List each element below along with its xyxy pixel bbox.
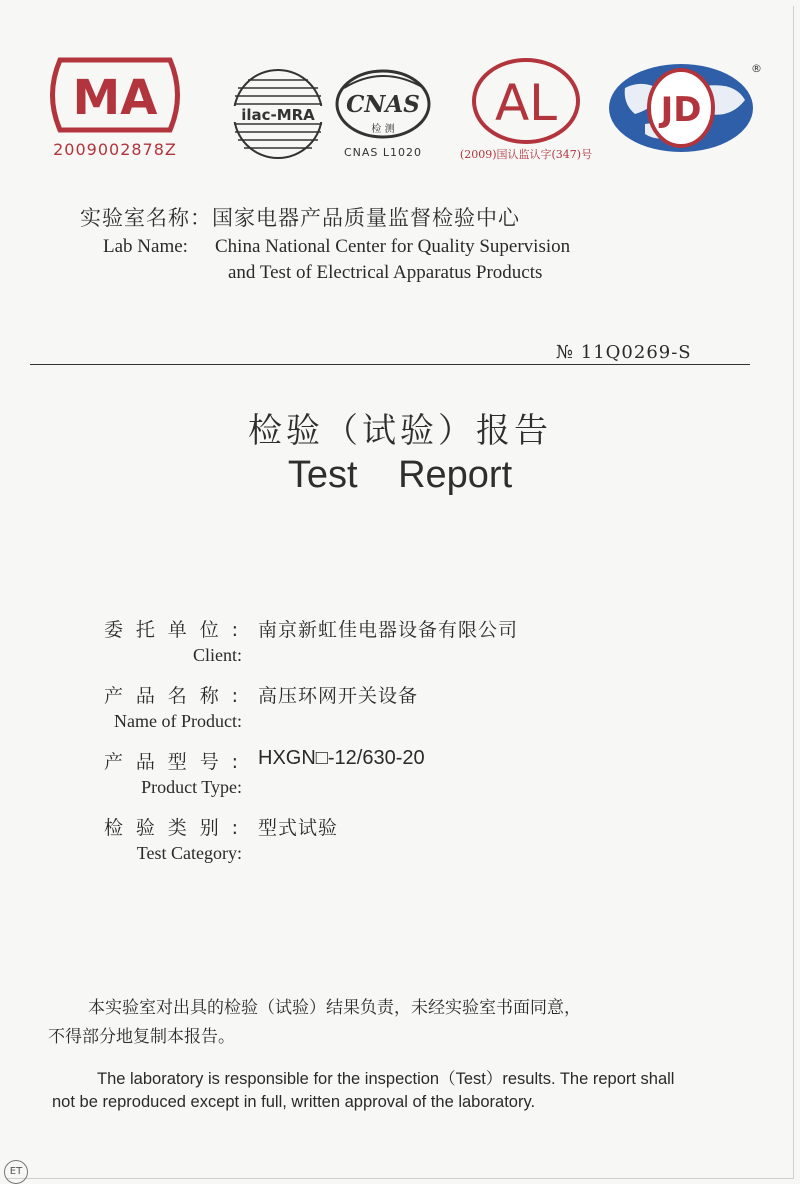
report-number: № 11Q0269-S <box>556 342 692 363</box>
product-name-value: 高压环网开关设备 <box>258 685 419 707</box>
test-category-label-en: Test Category: <box>136 843 242 863</box>
notice-en-line1: The laboratory is responsible for the inspection（Test）results. The report shall <box>97 1070 675 1088</box>
notice-en-line2: not be reproduced except in full, written approval of the laboratory. <box>52 1093 536 1111</box>
cnas-code: CNAS L1020 <box>343 146 423 159</box>
cal-text: AL <box>494 74 558 132</box>
report-title-en: Test Report <box>287 454 513 496</box>
report-title-cn: 检验（试验）报告 <box>248 411 552 451</box>
cal-code: (2009)国认监认字(347)号 <box>459 148 593 161</box>
registered-mark: ® <box>751 62 762 75</box>
lab-name-cn: 实验室名称：国家电器产品质量监督检验中心 <box>80 206 520 230</box>
test-category-label-cn: 检验类别: <box>104 817 244 839</box>
client-value: 南京新虹佳电器设备有限公司 <box>258 619 519 641</box>
jd-text: JD <box>660 90 702 130</box>
globe-icon <box>605 58 765 158</box>
cma-code: 2009002878Z <box>53 140 177 159</box>
client-label-cn: 委托单位: <box>104 619 244 641</box>
cnas-text: CNAS <box>346 91 420 118</box>
cma-logo <box>40 50 190 170</box>
notice-cn-line2: 不得部分地复制本报告。 <box>48 1027 235 1047</box>
cnas-logo <box>332 66 434 164</box>
lab-name-en-line2: and Test of Electrical Apparatus Products <box>228 262 543 283</box>
test-category-value: 型式试验 <box>258 817 339 839</box>
client-label-en: Client: <box>193 645 242 665</box>
lab-name-en-label: Lab Name: <box>103 236 188 257</box>
notice-cn-line1: 本实验室对出具的检验（试验）结果负责，未经实验室书面同意， <box>88 998 581 1018</box>
cnas-seal-icon <box>332 66 434 144</box>
product-type-label-cn: 产品型号: <box>104 751 244 773</box>
corner-mark: ET <box>4 1160 28 1184</box>
ilac-mra-logo <box>228 66 328 162</box>
lab-name-en-line1: China National Center for Quality Supervision <box>215 236 571 257</box>
cma-seal-icon <box>40 50 190 140</box>
globe-jd-logo <box>605 58 765 158</box>
ilac-text: ilac-MRA <box>241 106 315 124</box>
ilac-globe-icon <box>228 66 328 162</box>
cal-seal-icon <box>462 58 590 144</box>
notice-en <box>52 1068 772 1114</box>
product-name-label-en: Name of Product: <box>114 711 242 731</box>
notice-cn <box>48 994 748 1052</box>
cnas-sub-text: 检 测 <box>371 124 395 135</box>
product-type-value: HXGN□-12/630-20 <box>258 747 425 769</box>
header-rule <box>30 364 750 365</box>
product-name-label-cn: 产品名称: <box>104 685 244 707</box>
cal-logo <box>459 58 593 178</box>
product-type-label-en: Product Type: <box>141 777 242 797</box>
cma-logo-text: MA <box>72 70 158 126</box>
